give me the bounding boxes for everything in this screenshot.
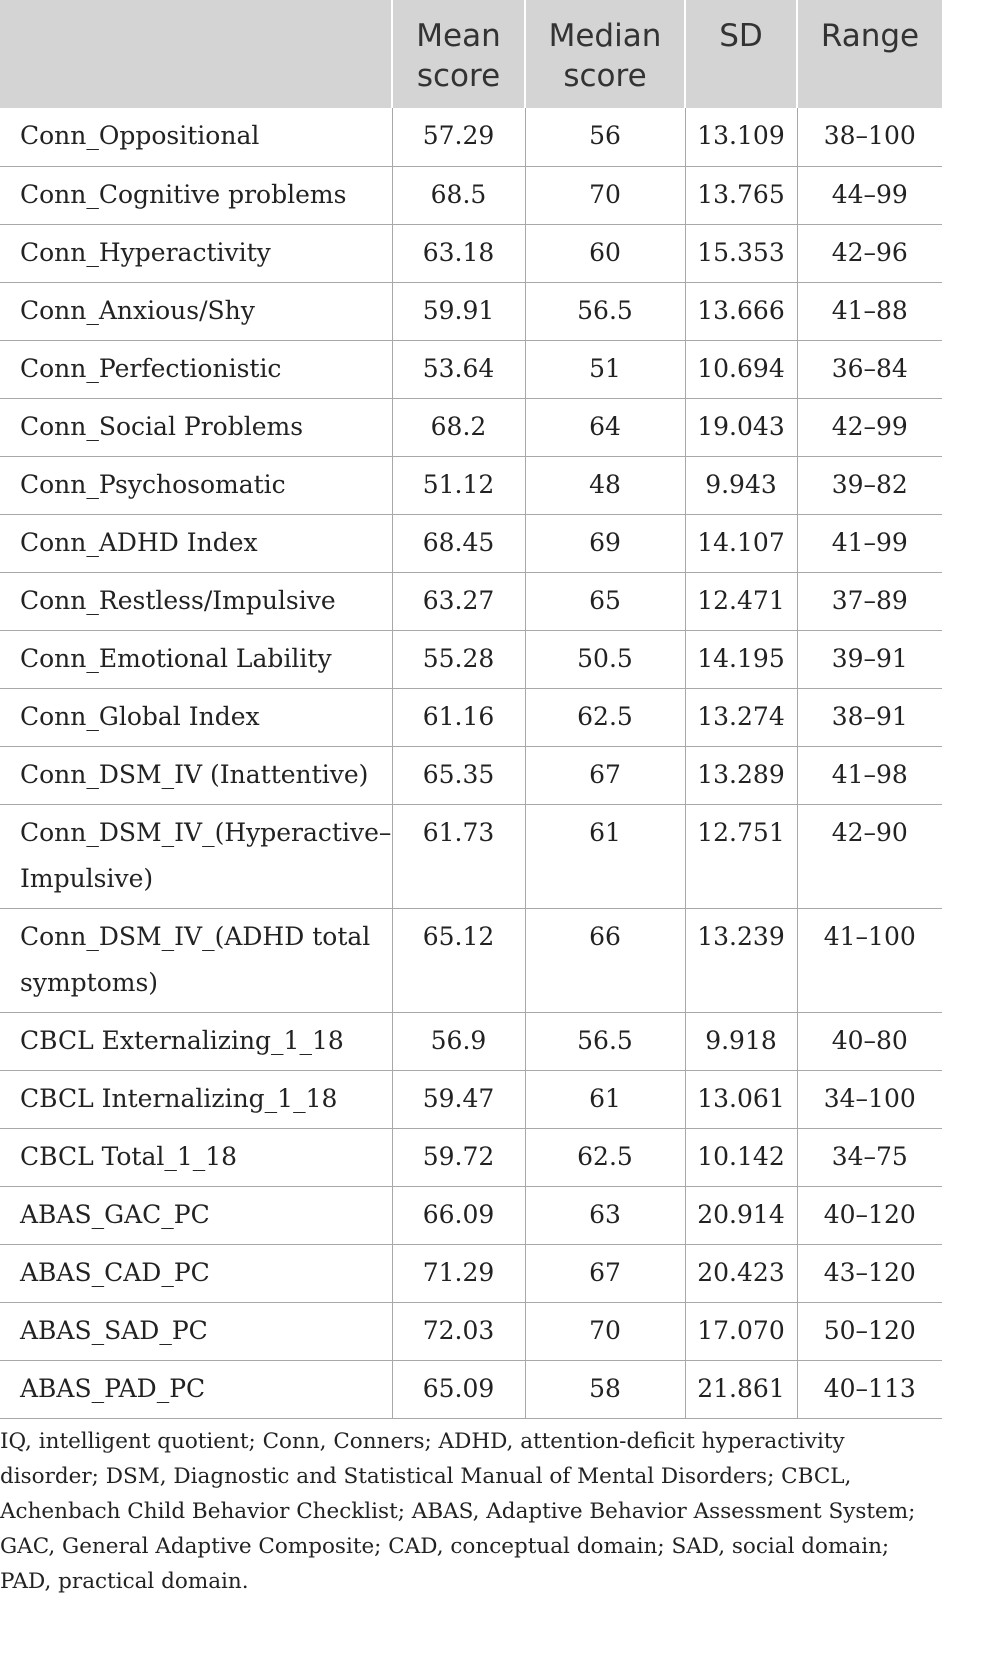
cell-sd: 15.353 [685, 224, 797, 282]
cell-mean: 72.03 [392, 1302, 525, 1360]
cell-sd: 13.289 [685, 746, 797, 804]
table-row [0, 1302, 942, 1360]
cell-range: 41–98 [797, 746, 942, 804]
cell-median: 58 [525, 1360, 685, 1418]
cell-sd: 19.043 [685, 398, 797, 456]
cell-range: 38–100 [797, 108, 942, 166]
header-cell-measure [0, 0, 392, 108]
cell-range: 39–82 [797, 456, 942, 514]
table-row [0, 746, 942, 804]
cell-median: 61 [525, 804, 685, 908]
cell-median: 65 [525, 572, 685, 630]
cell-mean: 61.16 [392, 688, 525, 746]
cell-mean: 65.09 [392, 1360, 525, 1418]
table-row [0, 804, 942, 908]
table-row [0, 456, 942, 514]
cell-median: 51 [525, 340, 685, 398]
header-row [0, 0, 942, 108]
cell-measure: Conn_Anxious/Shy [0, 282, 392, 340]
cell-range: 50–120 [797, 1302, 942, 1360]
table-row [0, 1128, 942, 1186]
cell-median: 48 [525, 456, 685, 514]
cell-measure: Conn_DSM_IV_(Hyperactive–Impulsive) [0, 804, 392, 908]
cell-range: 38–91 [797, 688, 942, 746]
cell-sd: 10.694 [685, 340, 797, 398]
header-cell-range: Range [797, 0, 942, 108]
cell-median: 69 [525, 514, 685, 572]
header-mean-label: Mean score [416, 18, 501, 94]
cell-median: 61 [525, 1070, 685, 1128]
cell-range: 39–91 [797, 630, 942, 688]
cell-measure: Conn_DSM_IV (Inattentive) [0, 746, 392, 804]
table-row [0, 1244, 942, 1302]
table-row [0, 108, 942, 166]
cell-sd: 17.070 [685, 1302, 797, 1360]
cell-median: 64 [525, 398, 685, 456]
cell-mean: 68.45 [392, 514, 525, 572]
cell-sd: 20.914 [685, 1186, 797, 1244]
cell-mean: 55.28 [392, 630, 525, 688]
cell-median: 70 [525, 166, 685, 224]
cell-measure: CBCL Internalizing_1_18 [0, 1070, 392, 1128]
cell-median: 50.5 [525, 630, 685, 688]
table-header [0, 0, 942, 108]
cell-median: 62.5 [525, 1128, 685, 1186]
cell-measure: Conn_Cognitive problems [0, 166, 392, 224]
cell-range: 40–113 [797, 1360, 942, 1418]
cell-measure: Conn_Emotional Lability [0, 630, 392, 688]
table-row [0, 630, 942, 688]
cell-median: 66 [525, 908, 685, 1012]
cell-measure: ABAS_CAD_PC [0, 1244, 392, 1302]
table-row [0, 282, 942, 340]
cell-sd: 20.423 [685, 1244, 797, 1302]
table-row [0, 1360, 942, 1418]
table-row [0, 398, 942, 456]
cell-mean: 68.5 [392, 166, 525, 224]
cell-sd: 13.666 [685, 282, 797, 340]
cell-mean: 68.2 [392, 398, 525, 456]
cell-range: 36–84 [797, 340, 942, 398]
cell-mean: 66.09 [392, 1186, 525, 1244]
cell-sd: 14.107 [685, 514, 797, 572]
table-footnote: IQ, intelligent quotient; Conn, Conners; ADHD, attention-deficit hyperactivity disorder; DSM, Diagnostic and Statistical Manual of Mental Disorders; CBCL, Achenbach Child Behavior Checklist; ABAS, Adaptive Behavior Assessment System; GAC, General Adaptive Composite; CAD, conceptual domain; SAD, social domain; PAD, practical domain. [0, 1429, 916, 1594]
cell-mean: 63.18 [392, 224, 525, 282]
cell-measure: Conn_Oppositional [0, 108, 392, 166]
cell-sd: 13.765 [685, 166, 797, 224]
cell-mean: 56.9 [392, 1012, 525, 1070]
cell-range: 42–99 [797, 398, 942, 456]
table-row [0, 1012, 942, 1070]
cell-sd: 13.061 [685, 1070, 797, 1128]
cell-median: 67 [525, 746, 685, 804]
cell-measure: Conn_Psychosomatic [0, 456, 392, 514]
header-cell-median [525, 0, 685, 108]
cell-measure: ABAS_GAC_PC [0, 1186, 392, 1244]
cell-range: 42–96 [797, 224, 942, 282]
cell-sd: 13.274 [685, 688, 797, 746]
table-row [0, 1070, 942, 1128]
cell-measure: ABAS_SAD_PC [0, 1302, 392, 1360]
cell-measure: CBCL Total_1_18 [0, 1128, 392, 1186]
cell-sd: 13.109 [685, 108, 797, 166]
cell-range: 41–100 [797, 908, 942, 1012]
cell-range: 41–88 [797, 282, 942, 340]
cell-measure: Conn_Perfectionistic [0, 340, 392, 398]
cell-measure: Conn_Global Index [0, 688, 392, 746]
cell-measure: Conn_DSM_IV_(ADHD total symptoms) [0, 908, 392, 1012]
cell-mean: 65.12 [392, 908, 525, 1012]
table-row [0, 572, 942, 630]
cell-median: 67 [525, 1244, 685, 1302]
cell-range: 34–75 [797, 1128, 942, 1186]
cell-range: 42–90 [797, 804, 942, 908]
table-row [0, 340, 942, 398]
cell-mean: 65.35 [392, 746, 525, 804]
table-row [0, 1186, 942, 1244]
cell-measure: CBCL Externalizing_1_18 [0, 1012, 392, 1070]
cell-sd: 12.751 [685, 804, 797, 908]
table-body [0, 108, 942, 1418]
cell-mean: 51.12 [392, 456, 525, 514]
header-median-label: Median score [548, 18, 662, 94]
table-row [0, 224, 942, 282]
cell-sd: 12.471 [685, 572, 797, 630]
cell-range: 43–120 [797, 1244, 942, 1302]
cell-mean: 53.64 [392, 340, 525, 398]
header-cell-sd: SD [685, 0, 797, 108]
cell-measure: Conn_Social Problems [0, 398, 392, 456]
cell-measure: Conn_ADHD Index [0, 514, 392, 572]
cell-sd: 10.142 [685, 1128, 797, 1186]
table-row [0, 166, 942, 224]
cell-median: 70 [525, 1302, 685, 1360]
cell-mean: 59.72 [392, 1128, 525, 1186]
cell-range: 40–120 [797, 1186, 942, 1244]
cell-range: 34–100 [797, 1070, 942, 1128]
cell-median: 56 [525, 108, 685, 166]
cell-measure: Conn_Hyperactivity [0, 224, 392, 282]
cell-mean: 57.29 [392, 108, 525, 166]
cell-median: 62.5 [525, 688, 685, 746]
cell-mean: 59.91 [392, 282, 525, 340]
cell-sd: 9.918 [685, 1012, 797, 1070]
cell-mean: 71.29 [392, 1244, 525, 1302]
cell-measure: Conn_Restless/Impulsive [0, 572, 392, 630]
table-row [0, 688, 942, 746]
cell-median: 56.5 [525, 1012, 685, 1070]
header-cell-mean [392, 0, 525, 108]
cell-range: 44–99 [797, 166, 942, 224]
cell-sd: 21.861 [685, 1360, 797, 1418]
cell-sd: 14.195 [685, 630, 797, 688]
cell-median: 56.5 [525, 282, 685, 340]
cell-range: 41–99 [797, 514, 942, 572]
cell-range: 40–80 [797, 1012, 942, 1070]
table-row [0, 908, 942, 1012]
cell-sd: 13.239 [685, 908, 797, 1012]
table-row [0, 514, 942, 572]
cell-median: 60 [525, 224, 685, 282]
cell-median: 63 [525, 1186, 685, 1244]
cell-sd: 9.943 [685, 456, 797, 514]
cell-mean: 63.27 [392, 572, 525, 630]
cell-mean: 59.47 [392, 1070, 525, 1128]
cell-range: 37–89 [797, 572, 942, 630]
cell-measure: ABAS_PAD_PC [0, 1360, 392, 1418]
cell-mean: 61.73 [392, 804, 525, 908]
